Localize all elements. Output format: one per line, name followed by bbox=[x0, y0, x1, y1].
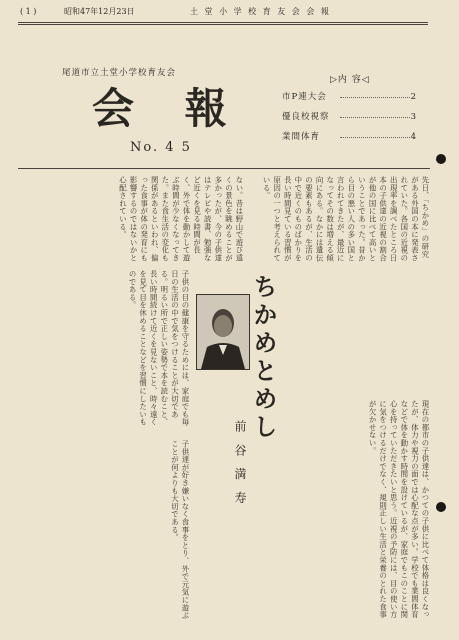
running-header bbox=[14, 4, 426, 20]
article-column-upper-left: ない。昔は野山で遊び遠くの景色を眺めることが多かったが、今の子供達はテレビや読書、勉強など近くを見る時間が長く、外で体を動かして遊ぶ時間が少なくなってきた。また食生活の変化も関係があるといわれ、偏った食事が体の発育にも影響するのではないかと心配されている。 bbox=[118, 176, 244, 262]
author-photo bbox=[196, 294, 250, 370]
leader-dots bbox=[340, 117, 410, 118]
contents-item-page: 4 bbox=[410, 132, 416, 142]
contents-item-title: 市P連大会 bbox=[282, 92, 327, 102]
article-column-lower-right: 現在の都市の子供達は、かつての子供に比べて体格は良くなったが、体力や視力の面では心配な点が多い。学校でも業間体育などで体を動かす時間を設けているが、家庭でもこのことに関心を持っていただきたいと思う。近視の予防には、目の使い方に気をつけるだけでなく、規則正しい生活と栄養のとれた食事が欠かせない。 bbox=[368, 400, 430, 619]
binder-hole bbox=[436, 502, 446, 512]
feature-title: ちかめとめし bbox=[249, 274, 278, 442]
masthead-title: 会 報 bbox=[92, 84, 245, 133]
leader-dots bbox=[340, 97, 410, 98]
contents-item[interactable] bbox=[282, 130, 432, 144]
organization-name: 尾道市立土堂小学校育友会 bbox=[62, 68, 177, 78]
article-column-mid-left: 子供の目の健康を守るためには、家庭でも毎日の生活の中で気をつけることが大切である。明るい所で正しい姿勢で本を読むこと、長い時間続けて近くを見ないこと、時々遠くを見て目を休めることなどを習慣にしたいものである。 bbox=[128, 270, 190, 426]
running-title: 土 堂 小 学 校 育 友 会 会 報 bbox=[190, 7, 331, 16]
masthead-rule bbox=[18, 168, 430, 169]
header-rule-double bbox=[18, 24, 428, 25]
contents-heading: ▷内 容◁ bbox=[330, 75, 370, 85]
header-rule bbox=[18, 22, 428, 23]
binder-hole bbox=[436, 154, 446, 164]
article-column-upper-right: 先日、「ちかめ」の研究がある外国の本に発表されていた。各国の近視の出現率を調べたところ日本の子供達の近視の割合が他の国に比べて高いということであった。昔から目の悪い人の多い国と言われてきたが、最近になってその数は増える傾向にある。なかには遺伝の要素もあるが、生活の中で近くのものばかりを長い時間見ている習慣が原因の一つと考えられている。 bbox=[262, 176, 430, 262]
contents-item-title: 業間体育 bbox=[282, 132, 321, 142]
contents-item-page: 2 bbox=[410, 92, 416, 102]
article-column-lower-left: 子供達が好き嫌いなく食事をとり、外で元気に遊ぶことが何よりも大切である。 bbox=[170, 440, 190, 620]
contents-item[interactable] bbox=[282, 90, 432, 104]
contents-item-title: 優良校視察 bbox=[282, 112, 330, 122]
issue-number: No. 4 5 bbox=[130, 140, 192, 155]
leader-dots bbox=[340, 137, 410, 138]
contents-item-page: 3 bbox=[410, 112, 416, 122]
contents-item[interactable] bbox=[282, 110, 432, 124]
issue-date: 昭和47年12月23日 bbox=[64, 7, 135, 16]
page-number: ( 1 ) bbox=[20, 7, 37, 16]
feature-author: 前 谷 満 寿 bbox=[233, 420, 247, 508]
